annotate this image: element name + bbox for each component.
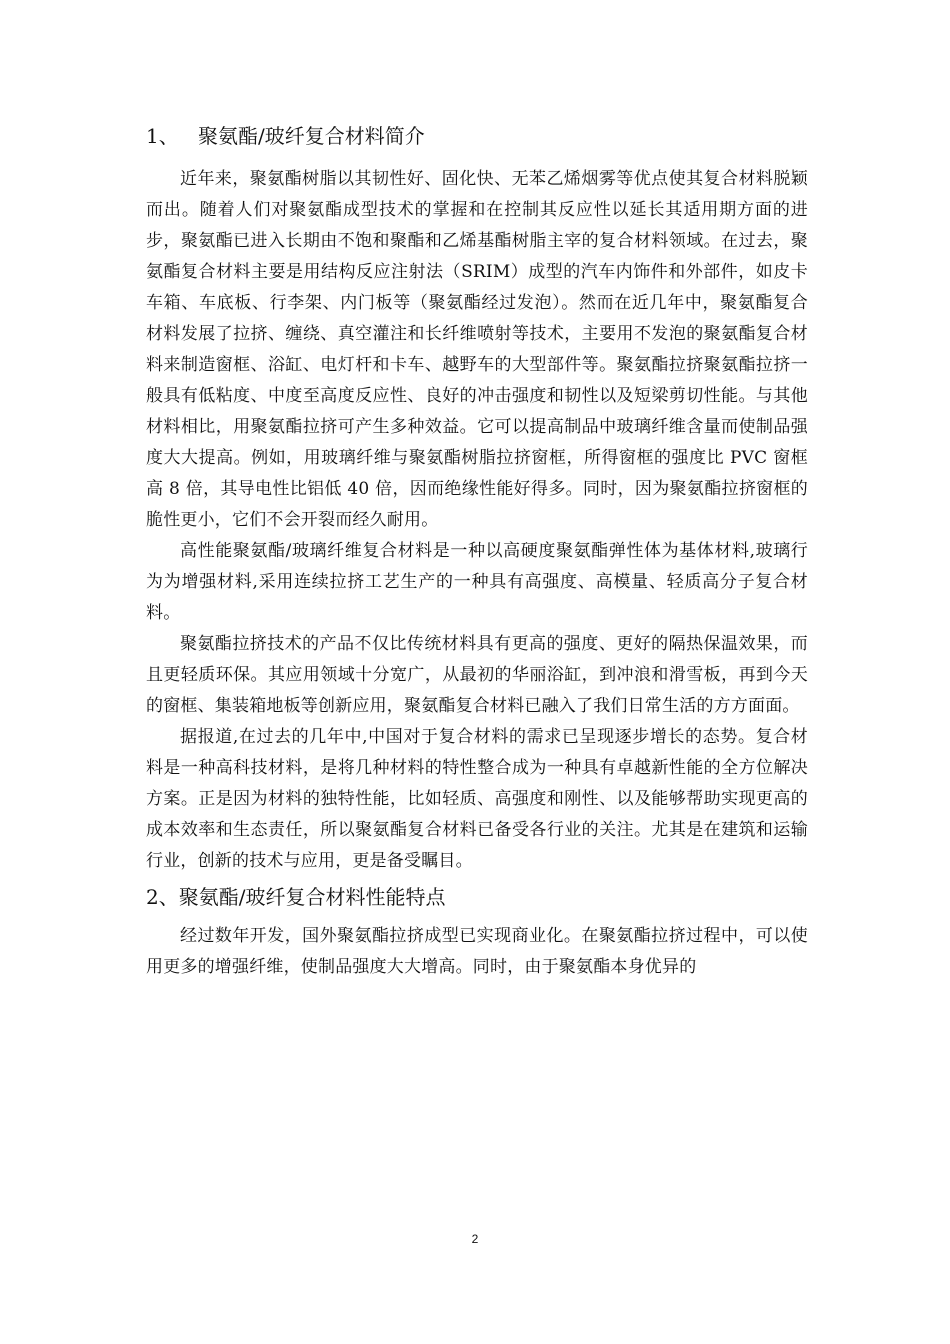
section-1-paragraph-2: 高性能聚氨酯/玻璃纤维复合材料是一种以高硬度聚氨酯弹性体为基体材料,玻璃行为为增强材料,采用连续拉挤工艺生产的一种具有高强度、高模量、轻质高分子复合材料。 <box>146 541 808 623</box>
section-1-paragraph-3: 聚氨酯拉挤技术的产品不仅比传统材料具有更高的强度、更好的隔热保温效果，而且更轻质环保。其应用领域十分宽广，从最初的华丽浴缸，到冲浪和滑雪板，再到今天的窗框、集装箱地板等创新应用，聚氨酯复合材料已融入了我们日常生活的方方面面。 <box>146 634 808 716</box>
section-1-paragraph-4: 据报道,在过去的几年中,中国对于复合材料的需求已呈现逐步增长的态势。复合材料是一种高科技材料，是将几种材料的特性整合成为一种具有卓越新性能的全方位解决方案。正是因为材料的独特性能，比如轻质、高强度和刚性、以及能够帮助实现更高的成本效率和生态责任，所以聚氨酯复合材料已备受各行业的关注。尤其是在建筑和运输行业，创新的技术与应用，更是备受瞩目。 <box>146 727 808 871</box>
section-1-heading <box>146 118 808 154</box>
section-2-paragraph-1: 经过数年开发，国外聚氨酯拉挤成型已实现商业化。在聚氨酯拉挤过程中，可以使用更多的增强纤维，使制品强度大大增高。同时，由于聚氨酯本身优异的 <box>146 926 808 977</box>
section-1-title: 聚氨酯/玻纤复合材料简介 <box>198 124 425 148</box>
page-content <box>146 118 808 983</box>
page-number: 2 <box>471 1232 479 1246</box>
section-2-heading: 2、聚氨酯/玻纤复合材料性能特点 <box>146 885 446 909</box>
section-1-number: 1、 <box>146 124 179 148</box>
section-1-paragraph-1: 近年来，聚氨酯树脂以其韧性好、固化快、无苯乙烯烟雾等优点使其复合材料脱颖而出。随着人们对聚氨酯成型技术的掌握和在控制其反应性以延长其适用期方面的进步，聚氨酯已进入长期由不饱和聚酯和乙烯基酯树脂主宰的复合材料领域。在过去，聚氨酯复合材料主要是用结构反应注射法（SRIM）成型的汽车内饰件和外部件，如皮卡车箱、车底板、行李架、内门板等（聚氨酯经过发泡）。然而在近几年中，聚氨酯复合材料发展了拉挤、缠绕、真空灌注和长纤维喷射等技术，主要用不发泡的聚氨酯复合材料来制造窗框、浴缸、电灯杆和卡车、越野车的大型部件等。聚氨酯拉挤聚氨酯拉挤一般具有低粘度、中度至高度反应性、良好的冲击强度和韧性以及短梁剪切性能。与其他材料相比，用聚氨酯拉挤可产生多种效益。它可以提高制品中玻璃纤维含量而使制品强度大大提高。例如，用玻璃纤维与聚氨酯树脂拉挤窗框，所得窗框的强度比 PVC 窗框高 8 倍，其导电性比铝低 40 倍，因而绝缘性能好得多。同时，因为聚氨酯拉挤窗框的脆性更小，它们不会开裂而经久耐用。 <box>146 169 808 530</box>
